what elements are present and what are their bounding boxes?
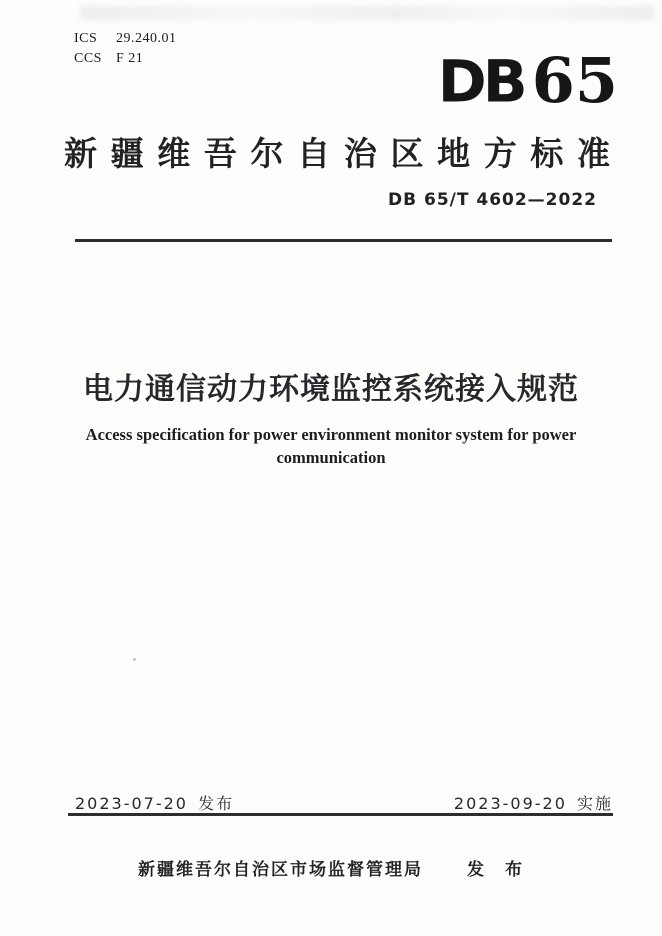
ccs-label: CCS (74, 51, 102, 66)
standard-number: DB 65/T 4602—2022 (388, 190, 597, 210)
ics-code (74, 31, 177, 47)
header-rule (75, 239, 612, 242)
db65-logo (437, 44, 618, 117)
scan-artifact-band (80, 6, 654, 20)
db65-logo-letters: DB (437, 47, 524, 116)
issue-date: 2023-07-20 发布 (75, 794, 235, 813)
implementation-date: 2023-09-20 实施 (453, 794, 613, 813)
db65-logo-region-number: 65 (531, 44, 618, 117)
scan-speck (133, 658, 136, 661)
publisher-name: 新疆维吾尔自治区市场监督管理局 (138, 860, 424, 880)
ics-label: ICS (74, 31, 98, 46)
footer-rule (68, 813, 613, 816)
ccs-code (74, 51, 177, 67)
document-title-zh: 电力通信动力环境监控系统接入规范 (83, 372, 579, 407)
standard-category-title: 新疆维吾尔自治区地方标准 (64, 134, 610, 173)
document-title-en-line2: communication (276, 448, 386, 467)
document-title-en (60, 423, 602, 469)
publisher-line (0, 855, 662, 880)
ics-value: 29.240.01 (116, 31, 177, 46)
ccs-value: F 21 (116, 51, 144, 66)
document-title-en-line1: Access specification for power environment monitor system for power (85, 425, 577, 444)
publish-action: 发 布 (466, 860, 524, 880)
classification-codes (74, 31, 177, 71)
